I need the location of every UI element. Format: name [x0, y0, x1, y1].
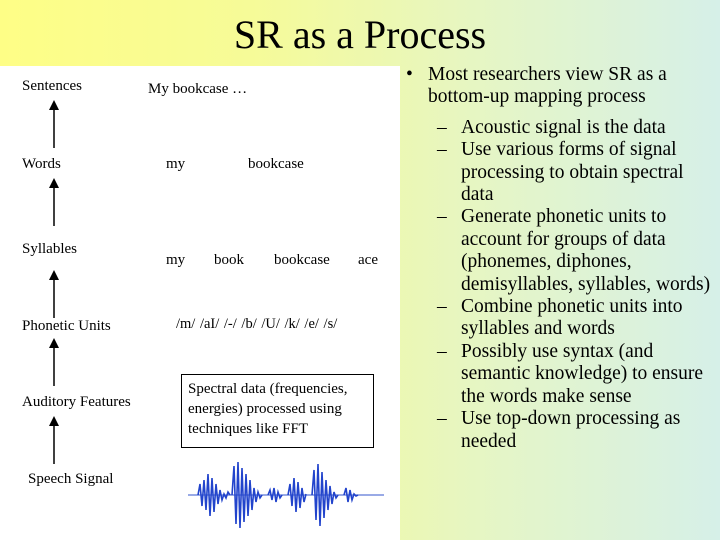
speech-waveform-icon: [188, 454, 384, 536]
sub-bullet: – Combine phonetic units into syllables and words: [437, 296, 683, 340]
up-arrow-icon: [44, 338, 64, 388]
sentence-example: My bookcase …: [148, 81, 248, 97]
main-bullet: • Most researchers view SR as a bottom-up mapping process: [406, 64, 667, 108]
syllable-example-4: ace: [358, 252, 378, 268]
level-sentences: Sentences: [22, 78, 82, 94]
process-diagram: [0, 66, 400, 540]
spectral-data-box: [181, 374, 374, 448]
level-speech-signal: Speech Signal: [28, 471, 114, 487]
syllable-example-3: bookcase: [274, 252, 330, 268]
bullet-list: [402, 64, 718, 453]
sub-bullet: – Acoustic signal is the data: [437, 116, 666, 138]
word-example-2: bookcase: [248, 156, 304, 172]
up-arrow-icon: [44, 416, 64, 466]
sub-bullet: – Generate phonetic units to account for groups of data (phonemes, diphones, demisyllables, syllables, words): [437, 206, 711, 295]
sub-bullet: – Use various forms of signal processing to obtain spectral data: [437, 139, 684, 206]
level-auditory-features: Auditory Features: [22, 394, 131, 410]
level-words: Words: [22, 156, 61, 172]
syllable-example-2: book: [214, 252, 244, 268]
word-example-1: my: [166, 156, 186, 172]
phonetic-example: /m/ /aI/ /-/ /b/ /U/ /k/ /e/ /s/: [176, 316, 338, 332]
up-arrow-icon: [44, 100, 64, 150]
syllable-example-1: my: [166, 252, 186, 268]
up-arrow-icon: [44, 178, 64, 228]
sub-bullet: – Possibly use syntax (and semantic knowledge) to ensure the words make sense: [437, 340, 704, 407]
sub-bullet-list: [402, 117, 718, 453]
spectral-text: Spectral data (frequencies, energies) processed using techniques like FFT: [188, 381, 348, 437]
level-syllables: Syllables: [22, 241, 77, 257]
up-arrow-icon: [44, 270, 64, 320]
slide-title: SR as a Process: [233, 12, 487, 57]
level-phonetic-units: Phonetic Units: [22, 318, 111, 334]
bullet-dot-icon: •: [406, 64, 413, 85]
sub-bullet: – Use top-down processing as needed: [437, 408, 681, 452]
